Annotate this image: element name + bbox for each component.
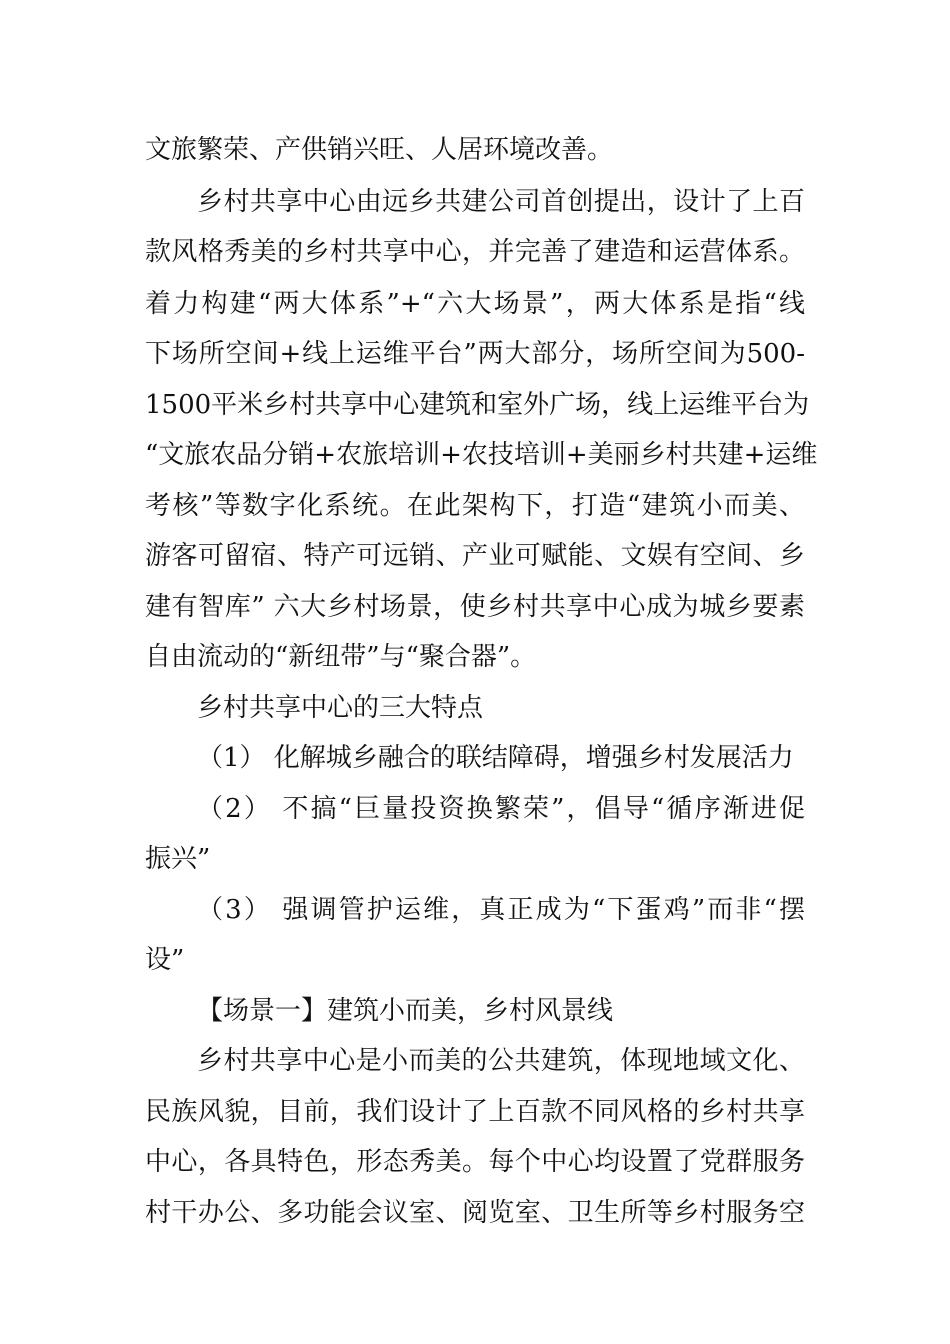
text-line: 村干办公、多功能会议室、阅览室、卫生所等乡村服务空	[145, 1198, 805, 1228]
text-line: 考核”等数字化系统。在此架构下，打造“建筑小而美、	[145, 491, 805, 521]
text-line: 着力构建“两大体系”+“六大场景”，两大体系是指“线	[145, 289, 805, 319]
text-line: 建有智库” 六大乡村场景，使乡村共享中心成为城乡要素	[145, 592, 805, 622]
list-item: （2） 不搞“巨量投资换繁荣”，倡导“循序渐进促	[197, 794, 805, 824]
text-line: 民族风貌，目前，我们设计了上百款不同风格的乡村共享	[145, 1097, 805, 1127]
list-item: （3） 强调管护运维，真正成为“下蛋鸡”而非“摆	[197, 895, 805, 925]
text-line: 中心，各具特色，形态秀美。每个中心均设置了党群服务	[145, 1147, 805, 1177]
text-line: 1500平米乡村共享中心建筑和室外广场，线上运维平台为	[145, 390, 810, 420]
text-line: 乡村共享中心由远乡共建公司首创提出，设计了上百	[197, 187, 805, 217]
text-line: 自由流动的“新纽带”与“聚合器”。	[145, 642, 537, 672]
section-heading: 乡村共享中心的三大特点	[197, 693, 484, 723]
list-item-continuation: 设”	[145, 945, 185, 975]
text-line: “文旅农品分销+农旅培训+农技培训+美丽乡村共建+运维	[145, 440, 818, 470]
text-line: 下场所空间+线上运维平台”两大部分，场所空间为500-	[145, 339, 805, 369]
text-line: 乡村共享中心是小而美的公共建筑，体现地域文化、	[197, 1046, 805, 1076]
list-item-continuation: 振兴”	[145, 844, 211, 874]
list-item: （1） 化解城乡融合的联结障碍，增强乡村发展活力	[197, 743, 794, 773]
text-line: 款风格秀美的乡村共享中心，并完善了建造和运营体系。	[145, 237, 805, 267]
text-line: 文旅繁荣、产供销兴旺、人居环境改善。	[145, 135, 614, 165]
section-heading: 【场景一】建筑小而美，乡村风景线	[197, 996, 614, 1026]
text-line: 游客可留宿、特产可远销、产业可赋能、文娱有空间、乡	[145, 541, 805, 571]
